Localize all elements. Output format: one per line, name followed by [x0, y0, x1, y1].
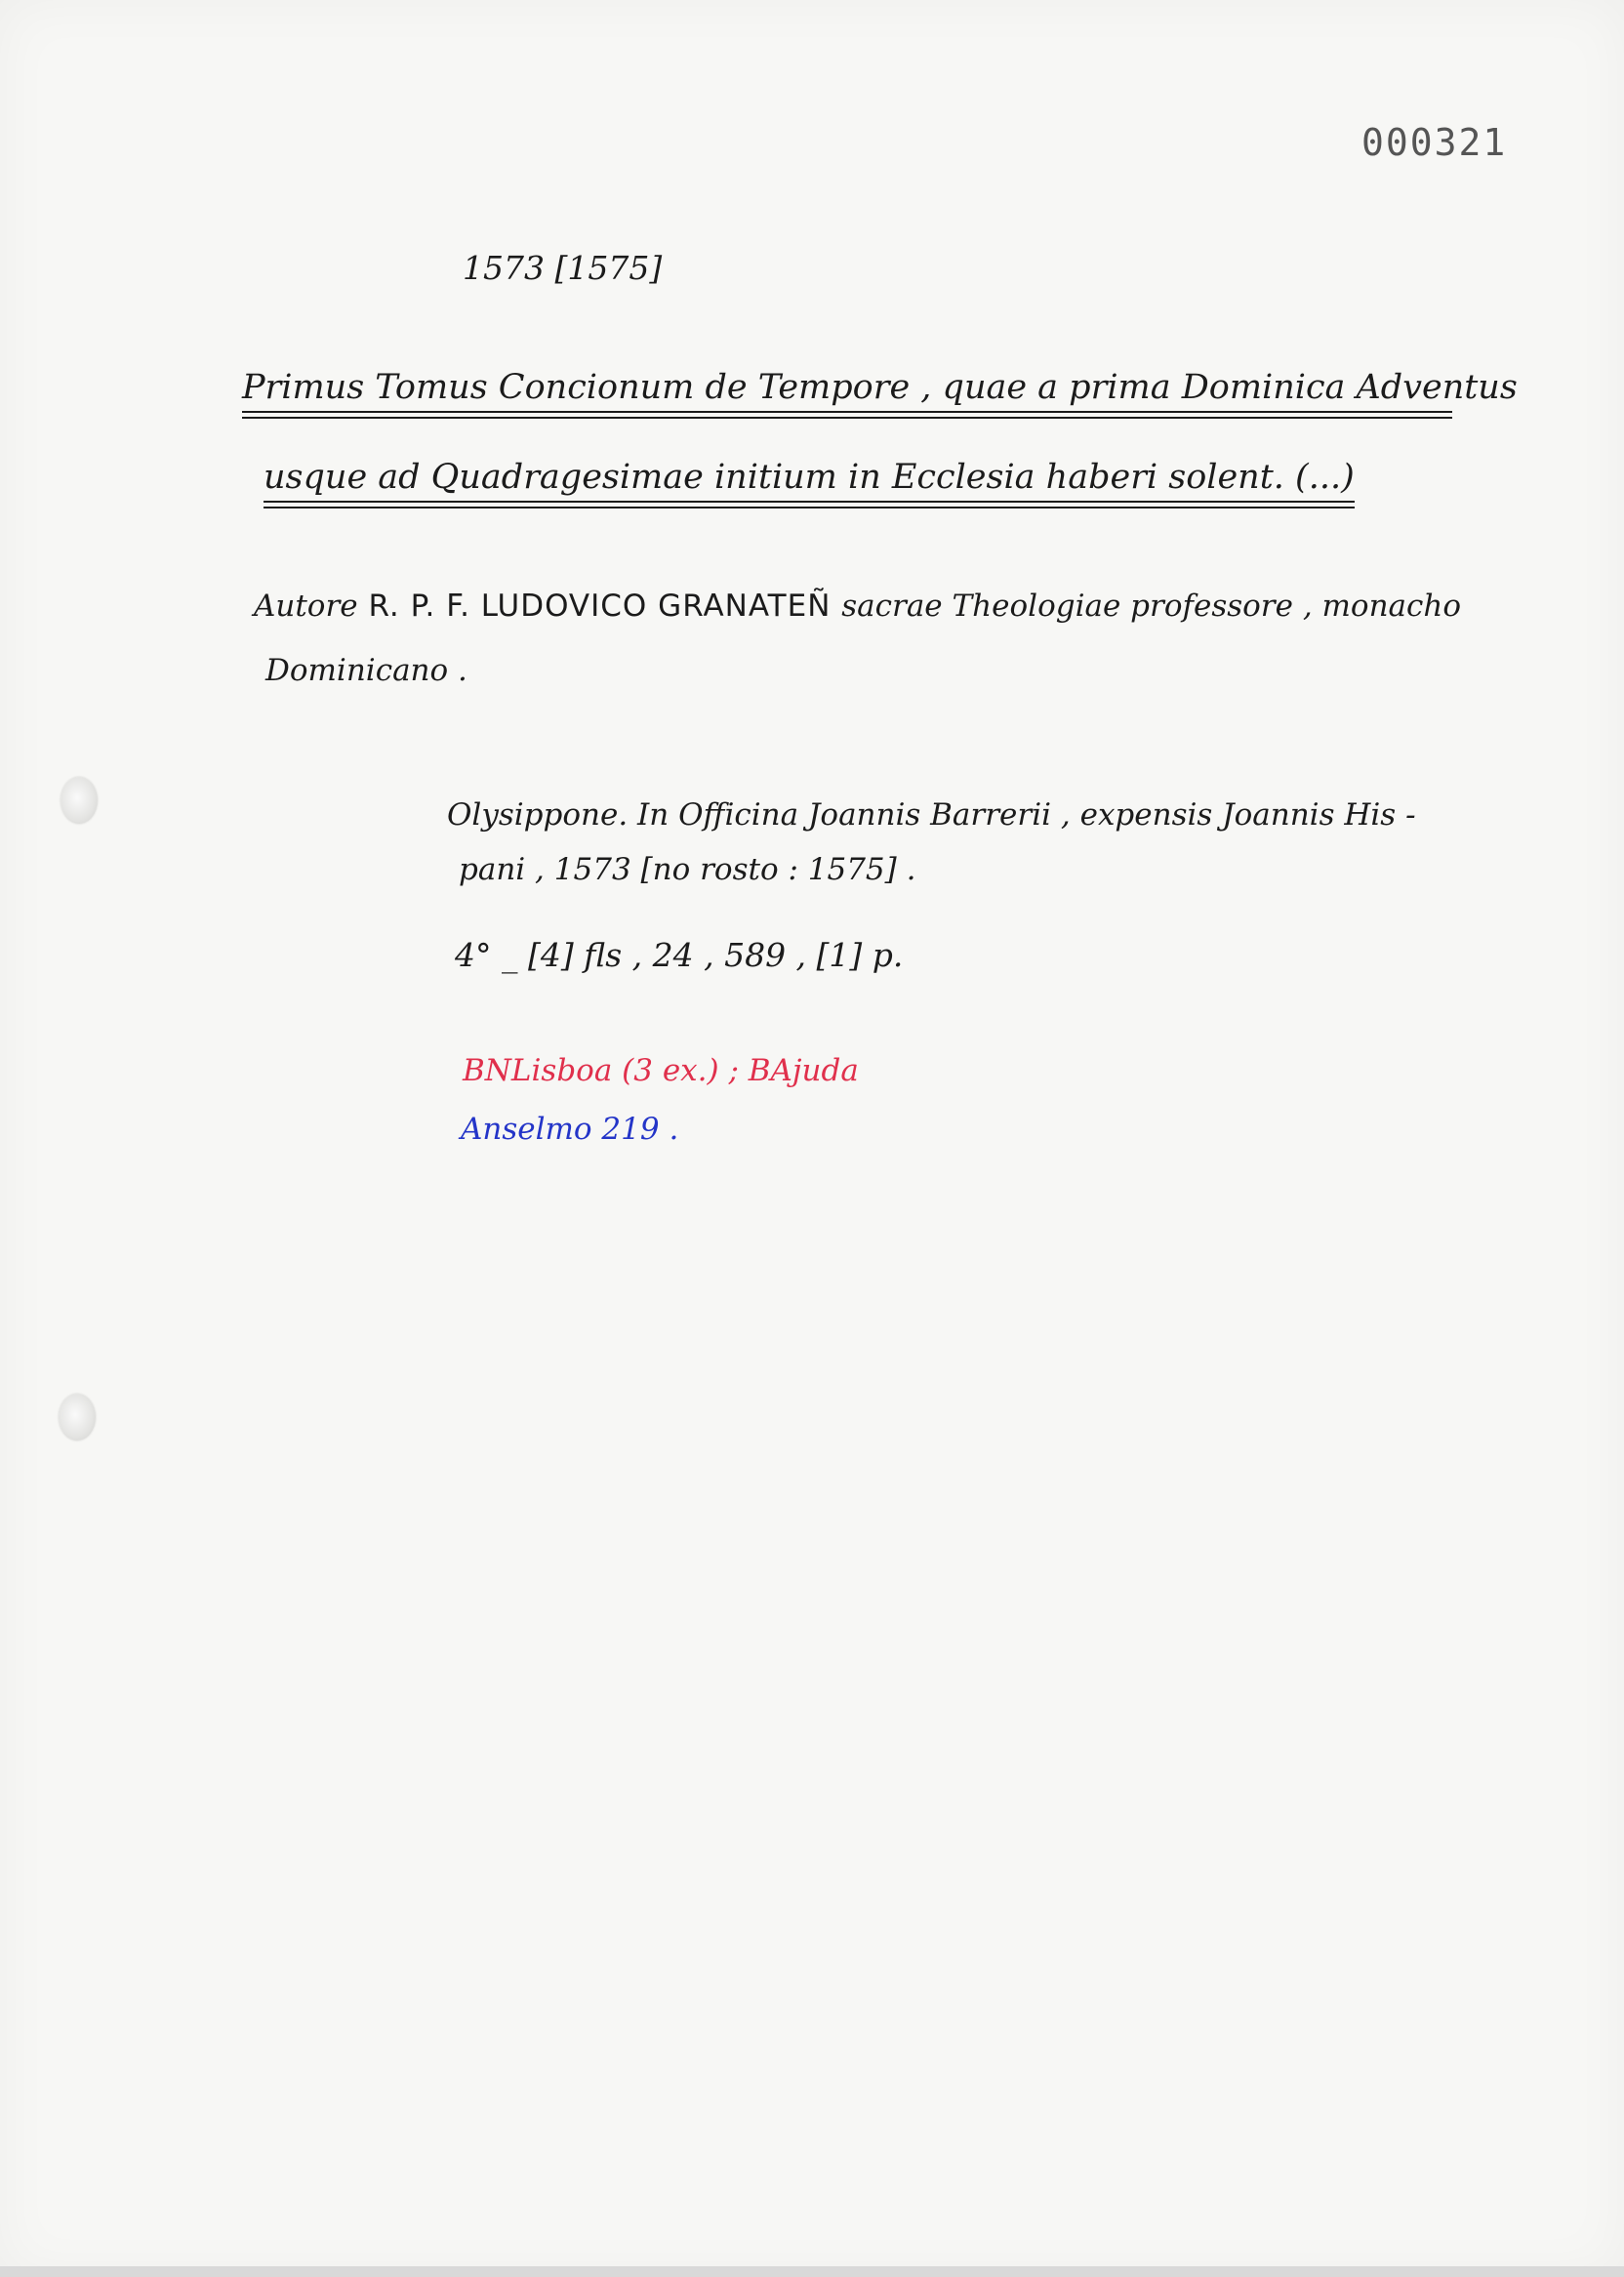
stamp-number: 000321	[1361, 121, 1508, 164]
imprint-line-2: pani , 1573 [no rosto : 1575] .	[459, 852, 916, 887]
author-suffix: sacrae Theologiae professore , monacho	[841, 589, 1462, 624]
author-line-2: Dominicano .	[265, 653, 467, 688]
author-line-1	[254, 591, 1461, 622]
holdings-note: BNLisboa (3 ex.) ; BAjuda	[463, 1053, 859, 1088]
reference-note: Anselmo 219 .	[461, 1112, 679, 1147]
punch-hole-bottom	[59, 1394, 96, 1441]
title-line-1: Primus Tomus Concionum de Tempore , quae a prima Dominica Adventus	[242, 371, 1452, 413]
imprint-line-1: Olysippone. In Officina Joannis Barrerii , expensis Joannis His -	[447, 797, 1416, 833]
paper-bottom-edge	[0, 2266, 1624, 2277]
author-name: R. P. F. LUDOVICO GRANATEÑ	[368, 589, 832, 624]
date-line: 1573 [1575]	[463, 249, 663, 287]
title-line-2: usque ad Quadragesimae initium in Ecclesia haberi solent. (...)	[264, 461, 1355, 503]
punch-hole-top	[61, 777, 98, 824]
author-prefix: Autore	[254, 589, 358, 624]
collation: 4° _ [4] fls , 24 , 589 , [1] p.	[455, 936, 904, 974]
